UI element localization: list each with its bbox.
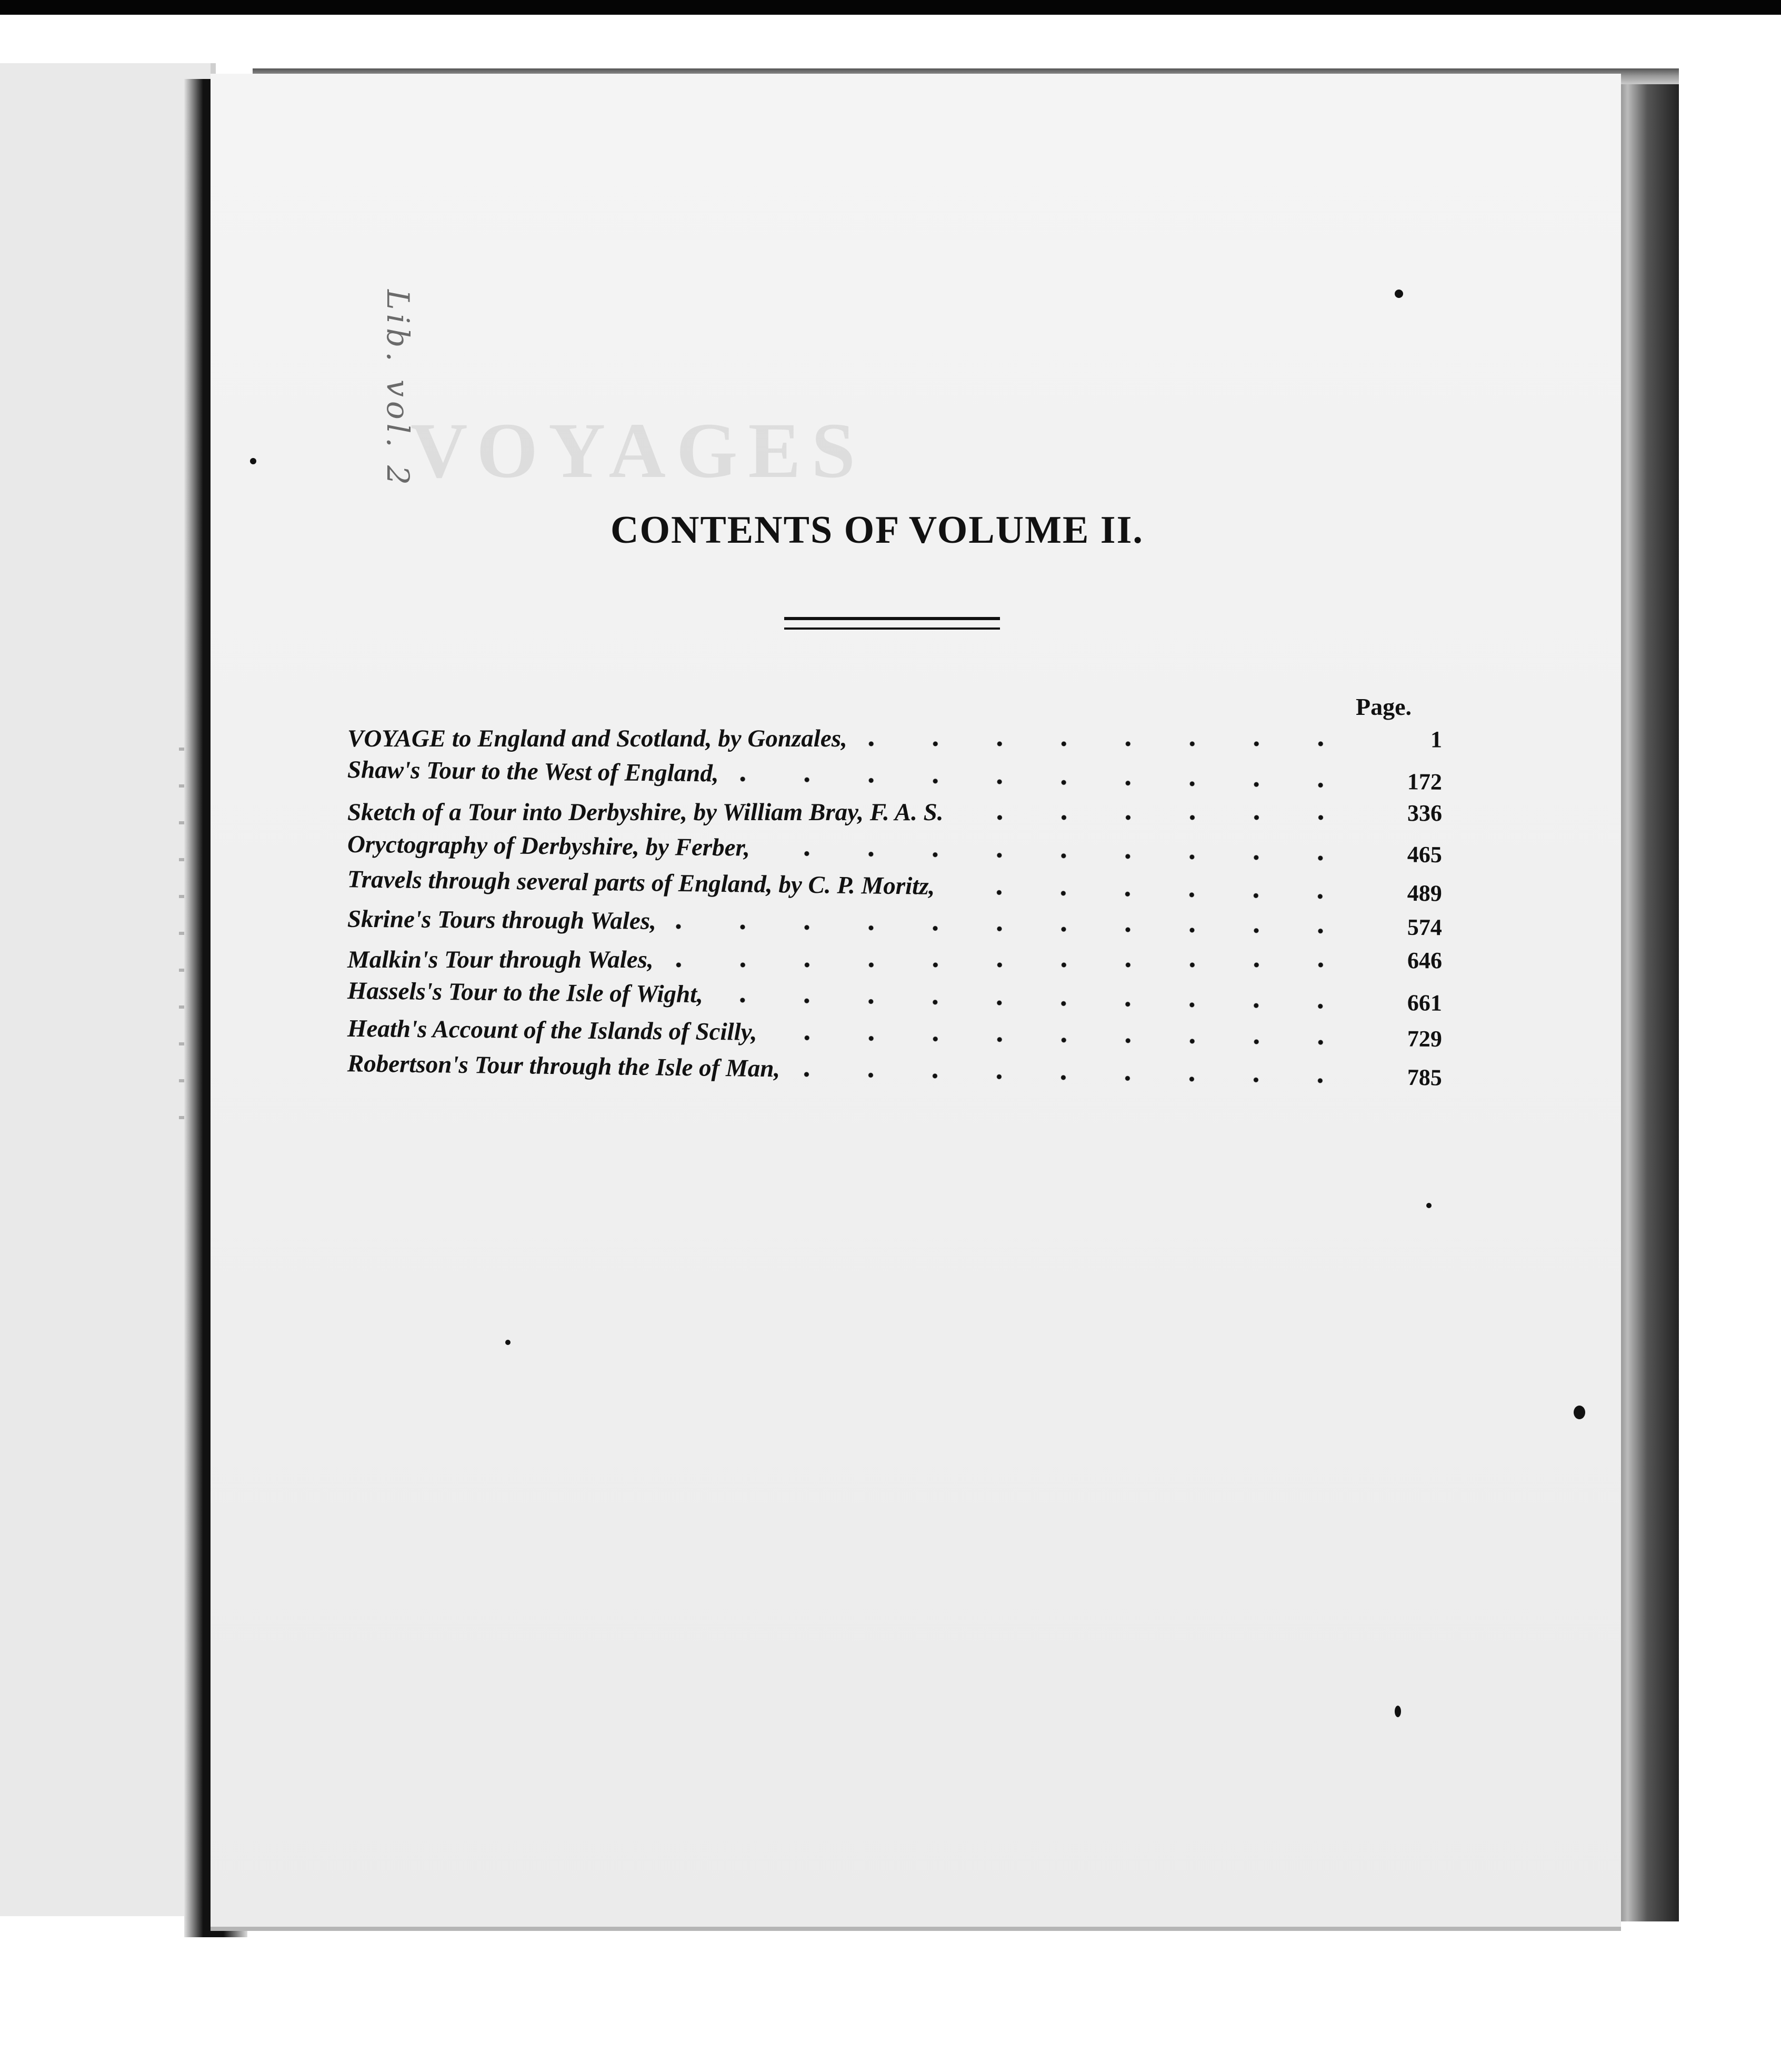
entry-page-number: 465: [1407, 841, 1443, 868]
dot-leader: [734, 776, 1352, 788]
contents-list: [347, 716, 1443, 1091]
page-title: CONTENTS OF VOLUME II.: [611, 509, 1144, 552]
entry-title: Oryctography of Derbyshire, by Ferber,: [347, 830, 751, 862]
entry-page-number: 646: [1407, 948, 1442, 973]
dot-leader: [672, 924, 1353, 934]
entry-title: Heath's Account of the Islands of Scilly,: [347, 1014, 757, 1046]
handwritten-note: [380, 290, 416, 332]
dot-leader: [863, 741, 1353, 746]
entry-title: Shaw's Tour to the West of England,: [347, 756, 719, 788]
ink-speck: [250, 458, 256, 464]
ink-speck: [1574, 1406, 1585, 1419]
entry-page-number: 785: [1407, 1064, 1443, 1091]
entry-page-number: 336: [1407, 800, 1442, 826]
dot-leader: [796, 1072, 1353, 1084]
entry-page-number: 489: [1407, 880, 1443, 906]
dot-leader: [766, 851, 1353, 861]
facing-page: [0, 63, 216, 1916]
contents-entry: [347, 790, 1442, 826]
ink-speck: [1395, 290, 1403, 298]
dot-leader: [959, 815, 1353, 820]
entry-page-number: 1: [1430, 726, 1442, 752]
contents-entry: [347, 937, 1442, 974]
entry-page-number: 172: [1407, 769, 1443, 795]
dot-leader: [950, 889, 1353, 899]
contents-entry: [347, 896, 1442, 941]
entry-title: Robertson's Tour through the Isle of Man,: [347, 1050, 781, 1083]
dot-leader: [669, 962, 1353, 968]
entry-page-number: 661: [1407, 990, 1443, 1016]
entry-title: Travels through several parts of England, by C. P. Moritz,: [347, 865, 935, 900]
ink-speck: [1426, 1203, 1432, 1208]
entry-title: VOYAGE to England and Scotland, by Gonzales,: [347, 725, 847, 752]
contents-entry: [347, 747, 1443, 795]
contents-entry: [347, 716, 1442, 753]
entry-page-number: 729: [1407, 1025, 1443, 1052]
bleed-through-text: VOYAGES: [411, 407, 866, 494]
scan-top-border: [0, 0, 1781, 15]
dot-leader: [719, 998, 1353, 1010]
dot-leader: [773, 1035, 1352, 1045]
entry-title: Hassels's Tour to the Isle of Wight,: [347, 977, 704, 1009]
entry-title: Sketch of a Tour into Derbyshire, by William Bray, F. A. S.: [347, 799, 944, 826]
entry-title: Malkin's Tour through Wales,: [347, 946, 654, 973]
ink-speck: [1395, 1706, 1401, 1717]
entry-title: Skrine's Tours through Wales,: [347, 905, 657, 935]
page-column-label: Page.: [1356, 693, 1412, 720]
title-rule: [784, 617, 1000, 630]
handwritten-annotation: [142, 290, 416, 332]
ink-speck: [505, 1340, 511, 1345]
entry-page-number: 574: [1407, 914, 1443, 941]
